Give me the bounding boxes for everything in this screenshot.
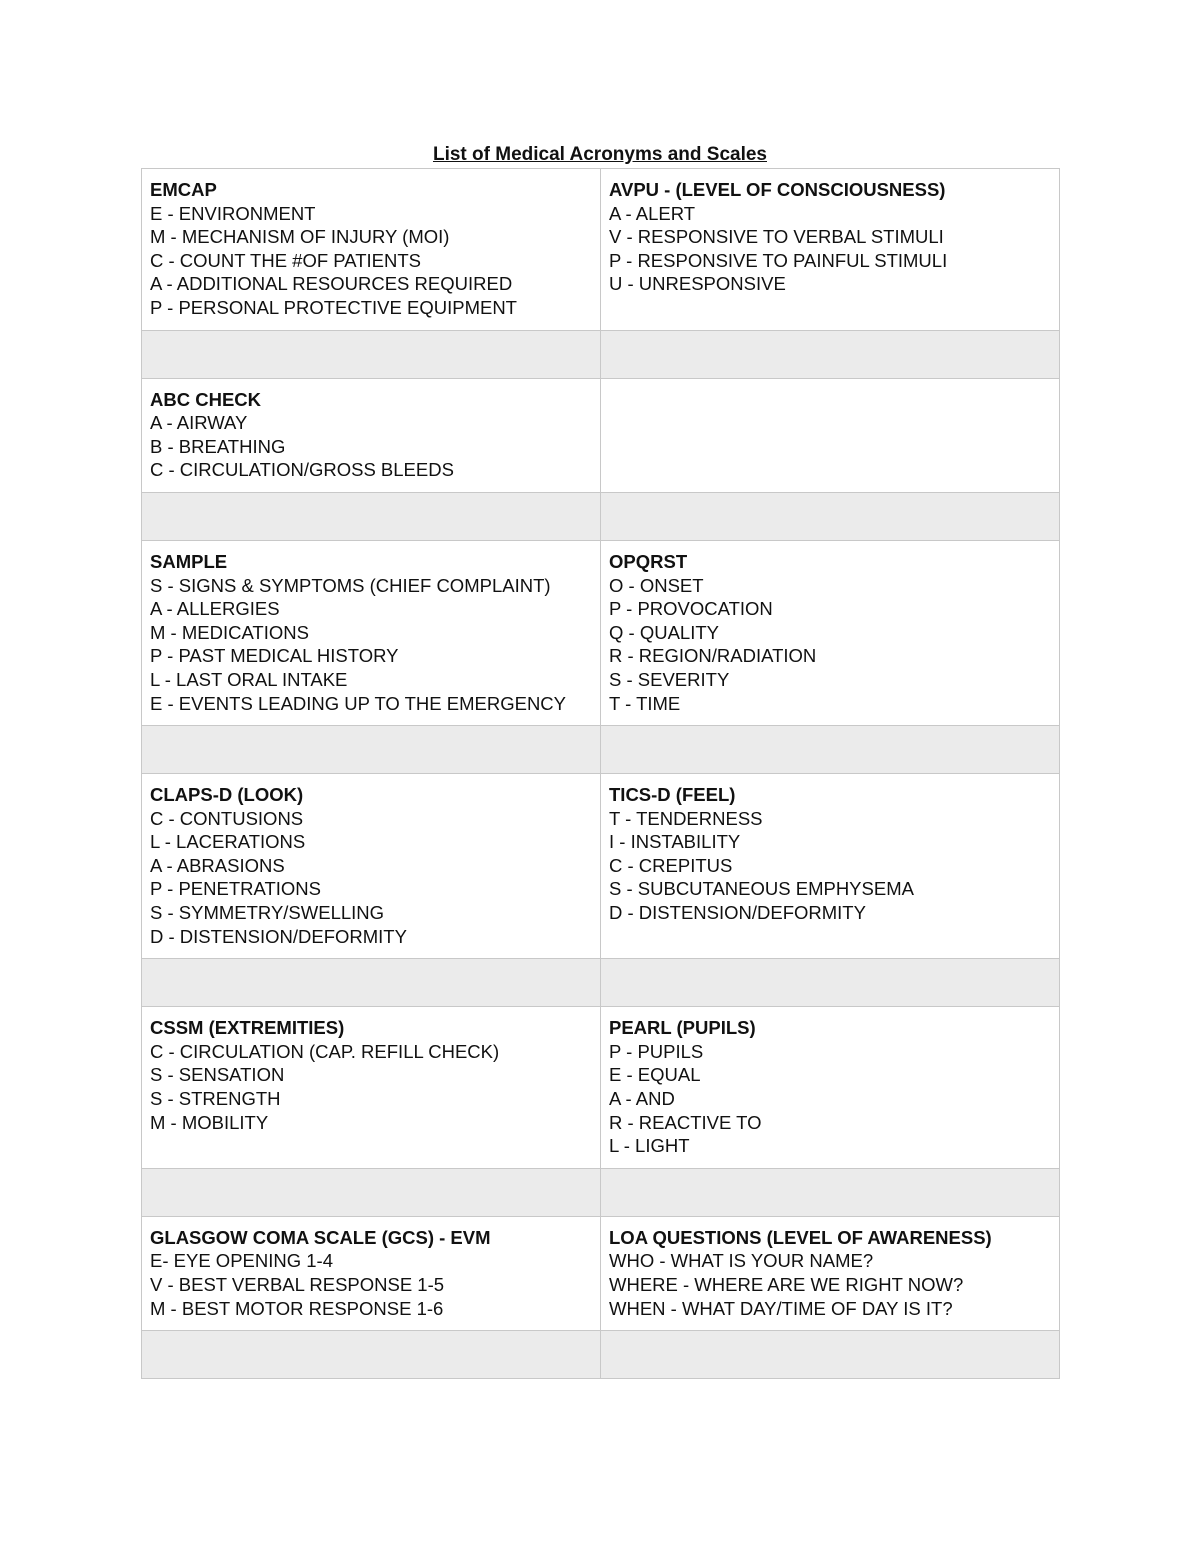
acronym-line: V - RESPONSIVE TO VERBAL STIMULI	[609, 226, 944, 248]
spacer-cell	[142, 959, 601, 1007]
acronym-line: A - ADDITIONAL RESOURCES REQUIRED	[150, 273, 513, 295]
acronym-heading: PEARL (PUPILS)	[609, 1017, 756, 1039]
acronym-line: R - REGION/RADIATION	[609, 645, 817, 667]
acronym-cell-right	[601, 1007, 1060, 1169]
spacer-row	[142, 492, 1060, 540]
acronym-table-body	[142, 169, 1060, 1379]
acronym-line: R - REACTIVE TO	[609, 1111, 762, 1133]
acronym-line: A - ALLERGIES	[150, 598, 280, 620]
acronym-heading: AVPU - (LEVEL OF CONSCIOUSNESS)	[609, 179, 946, 200]
acronym-line: D - DISTENSION/DEFORMITY	[609, 902, 866, 924]
spacer-cell	[142, 1168, 601, 1216]
acronym-row	[142, 1216, 1060, 1330]
spacer-row	[142, 330, 1060, 378]
acronym-cell-left	[142, 169, 601, 331]
acronym-line: C - CREPITUS	[609, 854, 733, 876]
acronym-line: P - PENETRATIONS	[150, 878, 321, 900]
acronym-line: E - EQUAL	[609, 1064, 701, 1086]
acronym-line: C - CIRCULATION/GROSS BLEEDS	[150, 459, 454, 481]
page-title: List of Medical Acronyms and Scales	[432, 144, 767, 165]
spacer-row	[142, 1331, 1060, 1379]
spacer-cell	[601, 959, 1060, 1007]
acronym-cell-left	[142, 1007, 601, 1169]
acronym-line: P - PERSONAL PROTECTIVE EQUIPMENT	[150, 296, 517, 318]
acronym-heading: LOA QUESTIONS (LEVEL OF AWARENESS)	[609, 1226, 992, 1248]
acronym-line: S - SIGNS & SYMPTOMS (CHIEF COMPLAINT)	[150, 574, 551, 596]
acronym-line: Q - QUALITY	[609, 621, 719, 643]
acronym-heading: ABC CHECK	[150, 388, 261, 410]
acronym-line: T - TIME	[609, 692, 681, 714]
acronym-line: E- EYE OPENING 1-4	[150, 1250, 333, 1272]
acronym-line: A - AIRWAY	[150, 412, 248, 434]
acronym-line: M - MOBILITY	[150, 1111, 269, 1133]
acronym-heading: GLASGOW COMA SCALE (GCS) - EVM	[150, 1226, 491, 1248]
spacer-cell	[601, 330, 1060, 378]
acronym-cell-left	[142, 774, 601, 959]
acronym-heading: CLAPS-D (LOOK)	[150, 784, 304, 806]
acronym-line: B - BREATHING	[150, 435, 286, 457]
acronym-line: C - CONTUSIONS	[150, 807, 304, 829]
spacer-row	[142, 1168, 1060, 1216]
acronym-heading: TICS-D (FEEL)	[609, 784, 736, 806]
acronym-heading: OPQRST	[609, 550, 688, 572]
acronym-cell-right	[601, 378, 1060, 492]
acronym-line: P - PUPILS	[609, 1040, 704, 1062]
spacer-cell	[601, 726, 1060, 774]
acronym-cell-left	[142, 1216, 601, 1330]
acronym-line: M - MECHANISM OF INJURY (MOI)	[150, 226, 450, 248]
acronym-line: A - ALERT	[609, 202, 696, 224]
acronym-line: E - ENVIRONMENT	[150, 202, 316, 224]
acronym-line: L - LACERATIONS	[150, 831, 306, 853]
acronym-line: WHO - WHAT IS YOUR NAME?	[609, 1250, 874, 1272]
acronym-row	[142, 169, 1060, 331]
acronym-line: S - SYMMETRY/SWELLING	[150, 902, 385, 924]
spacer-row	[142, 726, 1060, 774]
acronym-line: M - MEDICATIONS	[150, 621, 309, 643]
acronym-line: T - TENDERNESS	[609, 807, 763, 829]
acronym-line: P - RESPONSIVE TO PAINFUL STIMULI	[609, 249, 948, 271]
acronym-heading: EMCAP	[150, 179, 217, 200]
acronym-line: U - UNRESPONSIVE	[609, 273, 786, 295]
acronym-line: E - EVENTS LEADING UP TO THE EMERGENCY	[150, 692, 567, 714]
spacer-cell	[601, 1168, 1060, 1216]
acronym-line: P - PROVOCATION	[609, 598, 773, 620]
acronym-line: S - SUBCUTANEOUS EMPHYSEMA	[609, 878, 914, 900]
acronym-cell-right	[601, 774, 1060, 959]
acronym-heading: CSSM (EXTREMITIES)	[150, 1017, 345, 1039]
acronym-cell-left	[142, 540, 601, 725]
acronym-line: L - LIGHT	[609, 1135, 690, 1157]
acronym-line: S - STRENGTH	[150, 1088, 281, 1110]
acronym-line: C - CIRCULATION (CAP. REFILL CHECK)	[150, 1040, 500, 1062]
acronym-row	[142, 540, 1060, 725]
acronym-heading: SAMPLE	[150, 550, 228, 572]
spacer-cell	[601, 492, 1060, 540]
acronym-line: C - COUNT THE #OF PATIENTS	[150, 249, 422, 271]
acronym-row	[142, 378, 1060, 492]
spacer-cell	[601, 1331, 1060, 1379]
acronym-line: S - SENSATION	[150, 1064, 285, 1086]
acronym-line: L - LAST ORAL INTAKE	[150, 668, 348, 690]
acronym-line: M - BEST MOTOR RESPONSE 1-6	[150, 1297, 444, 1319]
acronym-cell-left	[142, 378, 601, 492]
acronym-cell-right	[601, 540, 1060, 725]
spacer-cell	[142, 1331, 601, 1379]
acronym-line: I - INSTABILITY	[609, 831, 741, 853]
acronym-line: D - DISTENSION/DEFORMITY	[150, 925, 407, 947]
spacer-cell	[142, 330, 601, 378]
acronym-line: P - PAST MEDICAL HISTORY	[150, 645, 399, 667]
acronym-line: WHEN - WHAT DAY/TIME OF DAY IS IT?	[609, 1297, 953, 1319]
acronym-line: S - SEVERITY	[609, 668, 730, 690]
acronym-row	[142, 1007, 1060, 1169]
acronym-line: A - AND	[609, 1088, 675, 1110]
acronym-line: O - ONSET	[609, 574, 704, 596]
acronym-line: A - ABRASIONS	[150, 854, 285, 876]
spacer-cell	[142, 492, 601, 540]
spacer-cell	[142, 726, 601, 774]
acronym-line: V - BEST VERBAL RESPONSE 1-5	[150, 1274, 445, 1295]
acronym-cell-right	[601, 169, 1060, 331]
acronym-row	[142, 774, 1060, 959]
spacer-row	[142, 959, 1060, 1007]
acronym-table	[141, 168, 1060, 1379]
acronym-line: WHERE - WHERE ARE WE RIGHT NOW?	[609, 1274, 964, 1295]
acronym-cell-right	[601, 1216, 1060, 1330]
